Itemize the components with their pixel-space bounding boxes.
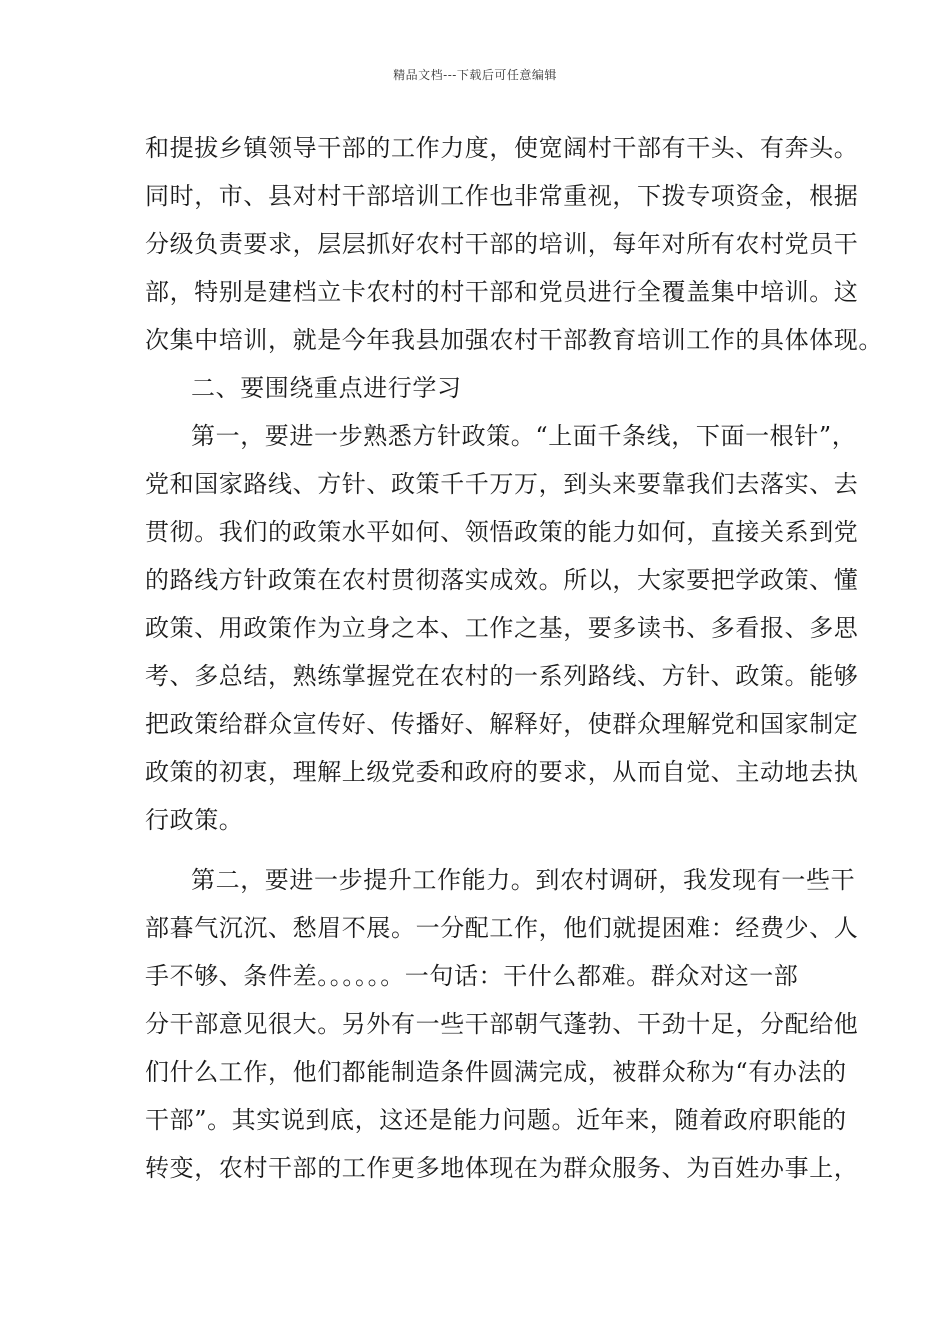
text-line: 次集中培训，就是今年我县加强农村干部教育培训工作的具体体现。: [145, 326, 883, 354]
text-line: 政策的初衷，理解上级党委和政府的要求，从而自觉、主动地去执: [145, 758, 859, 786]
text-line: 第二，要进一步提升工作能力。到农村调研，我发现有一些干: [191, 866, 856, 894]
text-line: 党和国家路线、方针、政策千千万万，到头来要靠我们去落实、去: [145, 470, 859, 498]
text-line: 们什么工作，他们都能制造条件圆满完成，被群众称为“有办法的: [145, 1058, 847, 1086]
text-line: 部，特别是建档立卡农村的村干部和党员进行全覆盖集中培训。这: [145, 278, 859, 306]
text-line: 分级负责要求，层层抓好农村干部的培训，每年对所有农村党员干: [145, 230, 859, 258]
text-line: 部暮气沉沉、愁眉不展。一分配工作，他们就提困难：经费少、人: [145, 914, 859, 942]
paragraph-ability: [145, 856, 859, 1192]
paragraph-policy: [145, 412, 859, 844]
text-line: 贯彻。我们的政策水平如何、领悟政策的能力如何，直接关系到党: [145, 518, 859, 546]
text-line: 干部”。其实说到底，这还是能力问题。近年来，随着政府职能的: [145, 1106, 847, 1134]
text-line: 把政策给群众宣传好、传播好、解释好，使群众理解党和国家制定: [145, 710, 859, 738]
text-line: 考、多总结，熟练掌握党在农村的一系列路线、方针、政策。能够: [145, 662, 859, 690]
section-heading: [145, 364, 813, 412]
paragraph-spacer: [145, 844, 813, 856]
paragraph-continuation: [145, 124, 883, 364]
text-line: 行政策。: [145, 806, 244, 834]
document-body: [145, 124, 883, 1192]
text-line: 和提拔乡镇领导干部的工作力度，使宽阔村干部有干头、有奔头。: [145, 134, 859, 162]
text-line: 分干部意见很大。另外有一些干部朝气蓬勃、干劲十足，分配给他: [145, 1010, 859, 1038]
text-line: 同时，市、县对村干部培训工作也非常重视，下拨专项资金，根据: [145, 182, 859, 210]
text-line: 的路线方针政策在农村贯彻落实成效。所以，大家要把学政策、懂: [145, 566, 859, 594]
text-line: 政策、用政策作为立身之本、工作之基，要多读书、多看报、多思: [145, 614, 859, 642]
text-line: 转变，农村干部的工作更多地体现在为群众服务、为百姓办事上，: [145, 1154, 859, 1182]
page-header: 精品文档---下载后可任意编辑: [393, 68, 557, 82]
text-line: 手不够、条件差。。。。。。一句话：干什么都难。群众对这一部: [145, 962, 799, 990]
heading-line: 二、要围绕重点进行学习: [191, 374, 462, 402]
text-line: 第一，要进一步熟悉方针政策。“上面千条线，下面一根针”，: [191, 422, 857, 450]
